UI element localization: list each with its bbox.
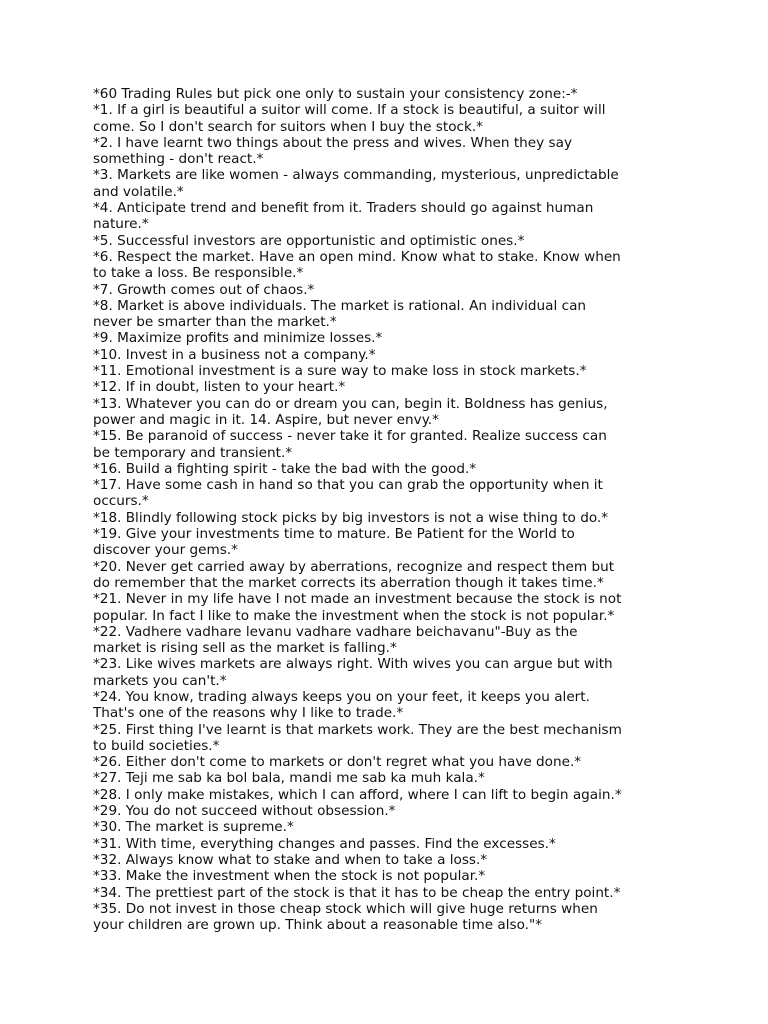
- text-line: your children are grown up. Think about a reasonable time also."*: [93, 917, 543, 934]
- text-line: *27. Teji me sab ka bol bala, mandi me sab ka muh kala.*: [93, 770, 485, 787]
- text-line: popular. In fact I like to make the investment when the stock is not popular.*: [93, 607, 615, 624]
- text-line: *11. Emotional investment is a sure way to make loss in stock markets.*: [93, 363, 587, 380]
- text-line: never be smarter than the market.*: [93, 314, 337, 331]
- text-line: *10. Invest in a business not a company.*: [93, 346, 376, 363]
- text-line: *34. The prettiest part of the stock is that it has to be cheap the entry point.*: [93, 884, 621, 901]
- text-line: *32. Always know what to stake and when to take a loss.*: [93, 851, 488, 868]
- text-line: *20. Never get carried away by aberrations, recognize and respect them but: [93, 558, 615, 575]
- text-line: *7. Growth comes out of chaos.*: [93, 281, 315, 298]
- text-line: nature.*: [93, 216, 149, 233]
- text-line: *24. You know, trading always keeps you on your feet, it keeps you alert.: [93, 688, 590, 705]
- text-line: *5. Successful investors are opportunistic and optimistic ones.*: [93, 232, 525, 249]
- text-line: *29. You do not succeed without obsession.*: [93, 803, 396, 820]
- text-line: *31. With time, everything changes and passes. Find the excesses.*: [93, 835, 556, 852]
- text-line: That's one of the reasons why I like to trade.*: [93, 705, 404, 722]
- text-line: *13. Whatever you can do or dream you can, begin it. Boldness has genius,: [93, 395, 608, 412]
- text-line: *15. Be paranoid of success - never take it for granted. Realize success can: [93, 428, 607, 445]
- text-line: *16. Build a fighting spirit - take the bad with the good.*: [93, 460, 477, 477]
- text-line: *26. Either don't come to markets or don't regret what you have done.*: [93, 754, 582, 771]
- text-line: discover your gems.*: [93, 542, 238, 559]
- text-line: *2. I have learnt two things about the press and wives. When they say: [93, 134, 572, 151]
- text-line: *35. Do not invest in those cheap stock which will give huge returns when: [93, 900, 598, 917]
- text-line: *60 Trading Rules but pick one only to sustain your consistency zone:-*: [93, 86, 578, 102]
- text-line: to take a loss. Be responsible.*: [93, 265, 304, 282]
- text-line: power and magic in it. 14. Aspire, but never envy.*: [93, 411, 439, 428]
- text-line: *17. Have some cash in hand so that you can grab the opportunity when it: [93, 477, 603, 494]
- text-line: *33. Make the investment when the stock is not popular.*: [93, 868, 486, 885]
- text-line: *22. Vadhere vadhare levanu vadhare vadhare beichavanu"-Buy as the: [93, 623, 578, 640]
- document-body: [93, 86, 693, 933]
- text-line: something - don't react.*: [93, 151, 264, 168]
- text-line: *4. Anticipate trend and benefit from it. Traders should go against human: [93, 200, 594, 217]
- text-line: markets you can't.*: [93, 672, 227, 689]
- text-line: *1. If a girl is beautiful a suitor will come. If a stock is beautiful, a suitor will: [93, 102, 606, 119]
- text-line: *8. Market is above individuals. The market is rational. An individual can: [93, 297, 587, 314]
- text-line: *25. First thing I've learnt is that markets work. They are the best mechanism: [93, 721, 622, 738]
- text-line: *30. The market is supreme.*: [93, 819, 294, 836]
- text-line: *21. Never in my life have I not made an investment because the stock is not: [93, 591, 622, 608]
- text-line: come. So I don't search for suitors when I buy the stock.*: [93, 118, 483, 135]
- text-line: *28. I only make mistakes, which I can afford, where I can lift to begin again.*: [93, 786, 622, 803]
- text-line: *19. Give your investments time to mature. Be Patient for the World to: [93, 526, 575, 543]
- text-line: *23. Like wives markets are always right. With wives you can argue but with: [93, 656, 613, 673]
- text-line: *9. Maximize profits and minimize losses.*: [93, 330, 383, 347]
- text-line: *6. Respect the market. Have an open mind. Know what to stake. Know when: [93, 248, 621, 265]
- text-line: do remember that the market corrects its aberration though it takes time.*: [93, 574, 604, 591]
- text-line: to build societies.*: [93, 737, 220, 754]
- text-line: market is rising sell as the market is falling.*: [93, 640, 397, 657]
- text-line: occurs.*: [93, 493, 149, 510]
- text-line: *18. Blindly following stock picks by big investors is not a wise thing to do.*: [93, 509, 609, 526]
- text-line: be temporary and transient.*: [93, 444, 293, 461]
- text-line: *3. Markets are like women - always commanding, mysterious, unpredictable: [93, 167, 619, 184]
- text-line: *12. If in doubt, listen to your heart.*: [93, 379, 346, 396]
- text-line: and volatile.*: [93, 183, 184, 200]
